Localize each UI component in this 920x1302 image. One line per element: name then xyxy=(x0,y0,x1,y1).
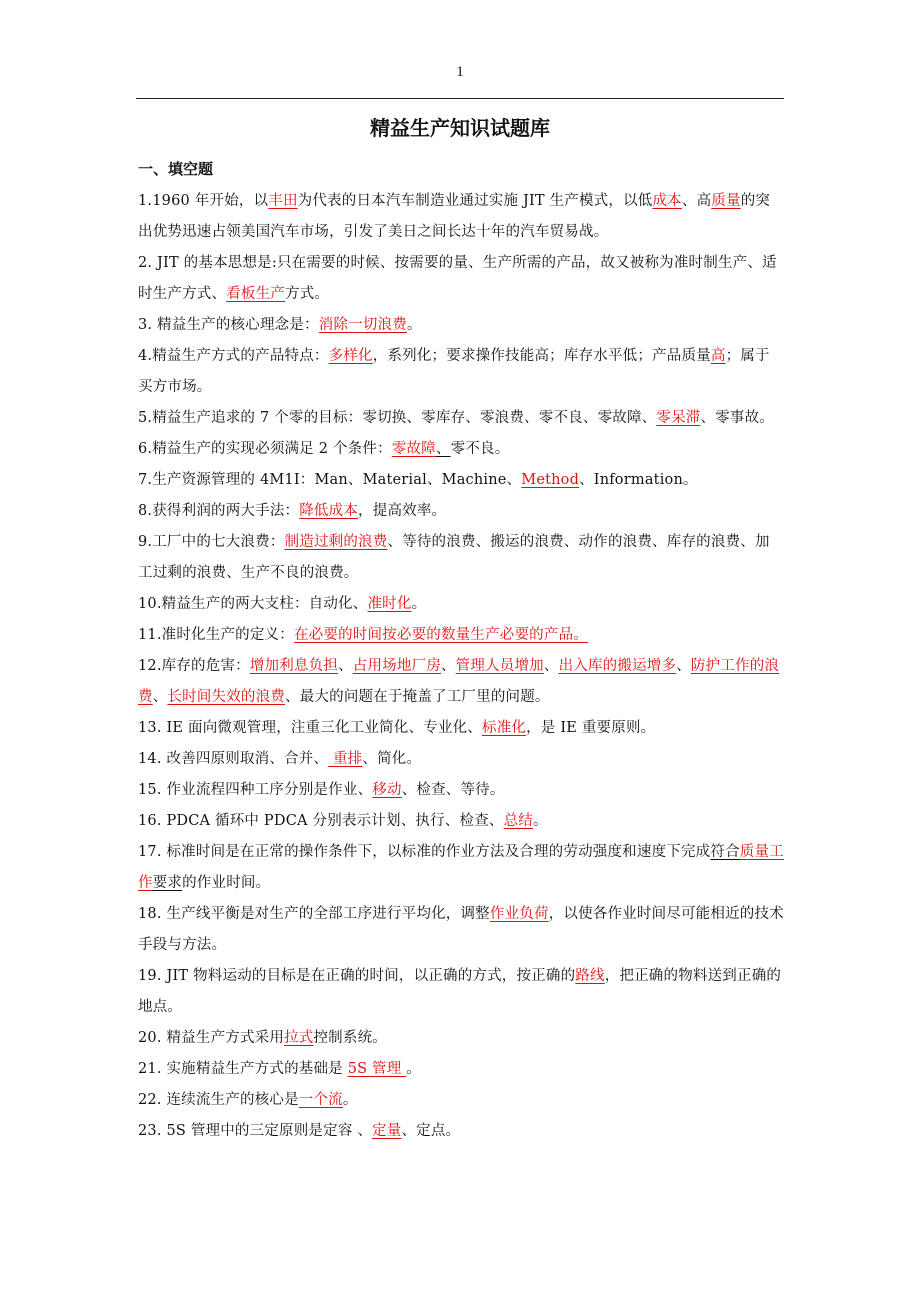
question-text: 、等待的浪费、搬运的浪费、动作的浪费、库存的浪费、加工过剩的浪费、生产不良的浪费。 xyxy=(138,534,770,581)
section-heading: 一、填空题 xyxy=(138,160,214,178)
question-text: 13. IE 面向微观管理，注重三化工业简化、专业化、 xyxy=(138,720,482,736)
question-item xyxy=(138,1054,784,1085)
question-item xyxy=(138,744,784,775)
answer-blank: 出入库的搬运增多 xyxy=(558,658,677,674)
question-text: 、简化。 xyxy=(362,751,422,767)
answer-blank: 一个流 xyxy=(298,1092,343,1108)
question-text: 、定点。 xyxy=(401,1123,461,1139)
answer-blank: 在必要的时间按必要的数量生产必要的产品。 xyxy=(293,627,588,643)
question-text: 2. JIT 的基本思想是:只在需要的时候、按需要的量、生产所需的产品，故又被称为准时制生产、适时生产方式、 xyxy=(138,255,777,302)
answer-blank: 质量工作 xyxy=(138,844,784,891)
question-text: 。 xyxy=(342,1092,358,1108)
question-item xyxy=(138,434,784,465)
question-text: 22. 连续流生产的核心是 xyxy=(138,1092,299,1108)
question-text: 15. 作业流程四种工序分别是作业、 xyxy=(138,782,373,798)
question-text: 10.精益生产的两大支柱：自动化、 xyxy=(138,596,368,612)
question-item xyxy=(138,310,784,341)
question-item xyxy=(138,775,784,806)
question-item xyxy=(138,620,784,651)
question-item xyxy=(138,1085,784,1116)
answer-blank: 占用场地厂房 xyxy=(352,658,441,674)
question-item xyxy=(138,806,784,837)
question-text: 1.1960 年开始，以 xyxy=(138,193,269,209)
question-text: 、 xyxy=(440,658,456,674)
answer-blank: 拉式 xyxy=(284,1030,314,1046)
answer-blank: 零呆滞 xyxy=(656,410,701,426)
question-text: 18. 生产线平衡是对生产的全部工序进行平均化，调整 xyxy=(138,906,490,922)
answer-blank: 总结 xyxy=(503,813,533,829)
header-rule xyxy=(136,98,784,99)
question-text: 、高 xyxy=(681,193,712,209)
question-text: 、检查、等待。 xyxy=(401,782,505,798)
answer-blank: 移动 xyxy=(372,782,402,798)
answer-blank: 增加利息负担 xyxy=(249,658,339,674)
answer-blank: Method xyxy=(521,472,580,488)
answer-blank: 管理人员增加 xyxy=(455,658,544,674)
question-text: 6.精益生产的实现必须满足 2 个条件： xyxy=(138,441,392,457)
question-text: 、 xyxy=(152,689,168,705)
question-text: 14. 改善四原则取消、合并、 xyxy=(138,751,329,767)
question-item xyxy=(138,961,784,1023)
underlined-text: 符合 xyxy=(710,844,740,860)
answer-blank: 高 xyxy=(710,348,726,364)
question-text: 20. 精益生产方式采用 xyxy=(138,1030,285,1046)
answer-blank: 丰田 xyxy=(268,193,298,209)
question-text: 、 xyxy=(543,658,559,674)
question-text: 、 xyxy=(338,658,353,674)
question-text: 3. 精益生产的核心理念是： xyxy=(138,317,319,333)
question-item xyxy=(138,589,784,620)
question-text: 7.生产资源管理的 4M1I：Man、Material、Machine、 xyxy=(138,472,522,488)
question-text: 、 xyxy=(676,658,691,674)
answer-blank: 路线 xyxy=(575,968,605,984)
underlined-text: 要求 xyxy=(152,875,183,891)
question-item xyxy=(138,341,784,403)
question-text: 、最大的问题在于掩盖了工厂里的问题。 xyxy=(285,689,550,705)
answer-blank: 长时间失效的浪费 xyxy=(167,689,286,705)
question-text: 控制系统。 xyxy=(313,1030,387,1046)
answer-blank: 准时化 xyxy=(367,596,412,612)
question-text: 9.工厂中的七大浪费： xyxy=(138,534,285,550)
answer-blank: 成本 xyxy=(652,193,682,209)
answer-blank: 质量 xyxy=(711,193,741,209)
question-text: 19. JIT 物料运动的目标是在正确的时间，以正确的方式，按正确的 xyxy=(138,968,576,984)
question-text: ，提高效率。 xyxy=(358,503,447,519)
answer-blank: 标准化 xyxy=(482,720,527,736)
question-item xyxy=(138,713,784,744)
question-item xyxy=(138,186,784,248)
question-item xyxy=(138,899,784,961)
question-text: 5.精益生产追求的 7 个零的目标：零切换、零库存、零浪费、零不良、零故障、 xyxy=(138,410,657,426)
question-text: ，把正确的物料送到正确的地点。 xyxy=(138,968,782,1015)
answer-blank: 防护工作的浪费 xyxy=(138,658,780,705)
question-text: 。 xyxy=(411,596,427,612)
question-text: 。 xyxy=(406,317,422,333)
question-list xyxy=(138,186,784,1147)
question-item xyxy=(138,837,784,899)
question-item xyxy=(138,651,784,713)
answer-blank: 零故障 xyxy=(391,441,436,457)
question-text: 11.准时化生产的定义： xyxy=(138,627,294,643)
question-text: 4.精益生产方式的产品特点： xyxy=(138,348,329,364)
question-text: 12.库存的危害： xyxy=(138,658,250,674)
question-text: 21. 实施精益生产方式的基础是 xyxy=(138,1061,348,1077)
answer-blank: 降低成本 xyxy=(299,503,359,519)
question-item xyxy=(138,1116,784,1147)
answer-blank: 制造过剩的浪费 xyxy=(284,534,388,550)
question-text: 。 xyxy=(406,1061,421,1077)
question-item xyxy=(138,403,784,434)
answer-blank: 定量 xyxy=(372,1123,402,1139)
question-item xyxy=(138,1023,784,1054)
question-item xyxy=(138,496,784,527)
question-text: ，是 IE 重要原则。 xyxy=(526,720,656,736)
question-text: 16. PDCA 循环中 PDCA 分别表示计划、执行、检查、 xyxy=(138,813,504,829)
answer-blank: 消除一切浪费 xyxy=(318,317,407,333)
question-text: 零不良。 xyxy=(450,441,510,457)
question-text: ；属于买方市场。 xyxy=(138,348,770,395)
question-text: 、零事故。 xyxy=(700,410,774,426)
question-text: 方式。 xyxy=(285,286,330,302)
question-text: 23. 5S 管理中的三定原则是定容 、 xyxy=(138,1123,373,1139)
question-item xyxy=(138,527,784,589)
question-text: 的作业时间。 xyxy=(182,875,271,891)
answer-blank: 5S 管理 xyxy=(347,1061,407,1077)
question-text: 。 xyxy=(533,813,548,829)
question-text: ，以使各作业时间尽可能相近的技术手段与方法。 xyxy=(138,906,784,953)
answer-blank: 作业负荷 xyxy=(489,906,549,922)
question-text: 的突出优势迅速占领美国汽车市场，引发了美日之间长达十年的汽车贸易战。 xyxy=(138,193,771,240)
answer-blank: 多样化 xyxy=(328,348,373,364)
question-text: 8.获得利润的两大手法： xyxy=(138,503,300,519)
page-number: 1 xyxy=(456,64,464,80)
question-text: 、Information。 xyxy=(579,472,698,488)
question-text: 17. 标准时间是在正常的操作条件下，以标准的作业方法及合理的劳动强度和速度下完成 xyxy=(138,844,711,860)
question-item xyxy=(138,465,784,496)
document-title: 精益生产知识试题库 xyxy=(370,116,550,140)
question-text: 为代表的日本汽车制造业通过实施 JIT 生产模式，以低 xyxy=(297,193,653,209)
question-text: ，系列化；要求操作技能高；库存水平低；产品质量 xyxy=(372,348,711,364)
answer-blank: 看板生产 xyxy=(226,286,286,302)
question-item xyxy=(138,248,784,310)
answer-blank: 重排 xyxy=(328,751,363,767)
underlined-text: 、 xyxy=(435,441,451,457)
